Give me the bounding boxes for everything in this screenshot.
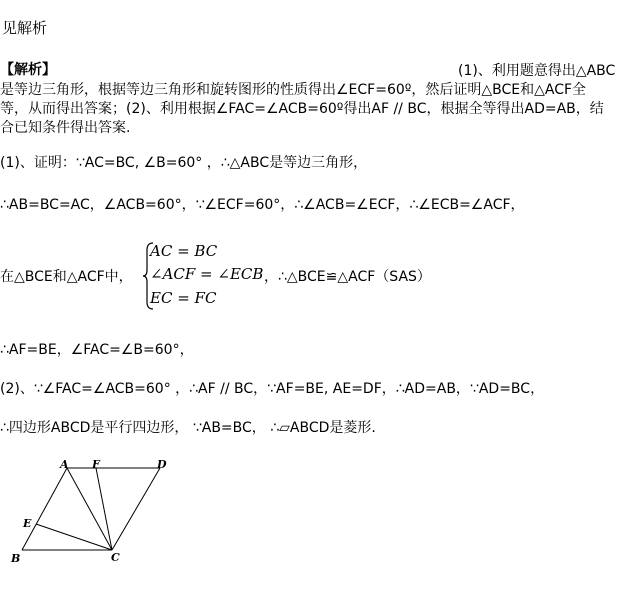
system-eq-1: AC = BC bbox=[150, 242, 218, 260]
proof-line-5: (2)、∵∠FAC=∠ACB=60° ，∴AF // BC，∵AF=BE, AE=DF，∴AD=AB，∵AD=BC， bbox=[0, 381, 545, 397]
label-D: D bbox=[157, 458, 167, 471]
answer-heading: 见解析 bbox=[2, 19, 48, 37]
segment-AB bbox=[22, 468, 67, 550]
system-eq-3: EC = FC bbox=[150, 289, 217, 307]
analysis-line-3: 等，从而得出答案；(2)、利用根据∠FAC=∠ACB=60º得出AF // BC，根据全等得出AD=AB，结 bbox=[0, 101, 604, 117]
proof-line-3-prefix: 在△BCE和△ACF中， bbox=[0, 269, 133, 285]
segment-FC bbox=[96, 468, 112, 550]
analysis-line-2: 是等边三角形，根据等边三角形和旋转图形的性质得出∠ECF=60º，然后证明△BCE和△ACF全 bbox=[0, 82, 587, 98]
segment-EC bbox=[36, 524, 112, 550]
label-E: E bbox=[23, 517, 32, 530]
proof-line-2: ∴AB=BC=AC，∠ACB=60°，∵∠ECF=60°，∴∠ACB=∠ECF，∴∠ECB=∠ACF， bbox=[0, 197, 525, 213]
system-eq-2: ∠ACF = ∠ECB bbox=[150, 265, 264, 283]
label-B: B bbox=[11, 552, 21, 565]
proof-line-6: ∴四边形ABCD是平行四边形， ∵AB=BC， ∴▱ABCD是菱形. bbox=[0, 420, 376, 436]
label-A: A bbox=[60, 458, 69, 471]
proof-line-1: (1)、证明：∵AC=BC, ∠B=60° ，∴△ABC是等边三角形， bbox=[0, 155, 368, 171]
analysis-line-4: 合已知条件得出答案. bbox=[0, 120, 131, 136]
proof-line-3-suffix: ，∴△BCE≌△ACF（SAS） bbox=[264, 269, 431, 285]
segment-AC bbox=[67, 468, 112, 550]
analysis-line-1: (1)、利用题意得出△ABC bbox=[458, 63, 616, 79]
proof-line-4: ∴AF=BE，∠FAC=∠B=60°， bbox=[0, 342, 194, 358]
segment-DC bbox=[112, 468, 160, 550]
analysis-tag: 【解析】 bbox=[0, 62, 56, 78]
label-F: F bbox=[92, 458, 100, 471]
geometry-figure bbox=[0, 458, 200, 588]
label-C: C bbox=[111, 551, 120, 564]
